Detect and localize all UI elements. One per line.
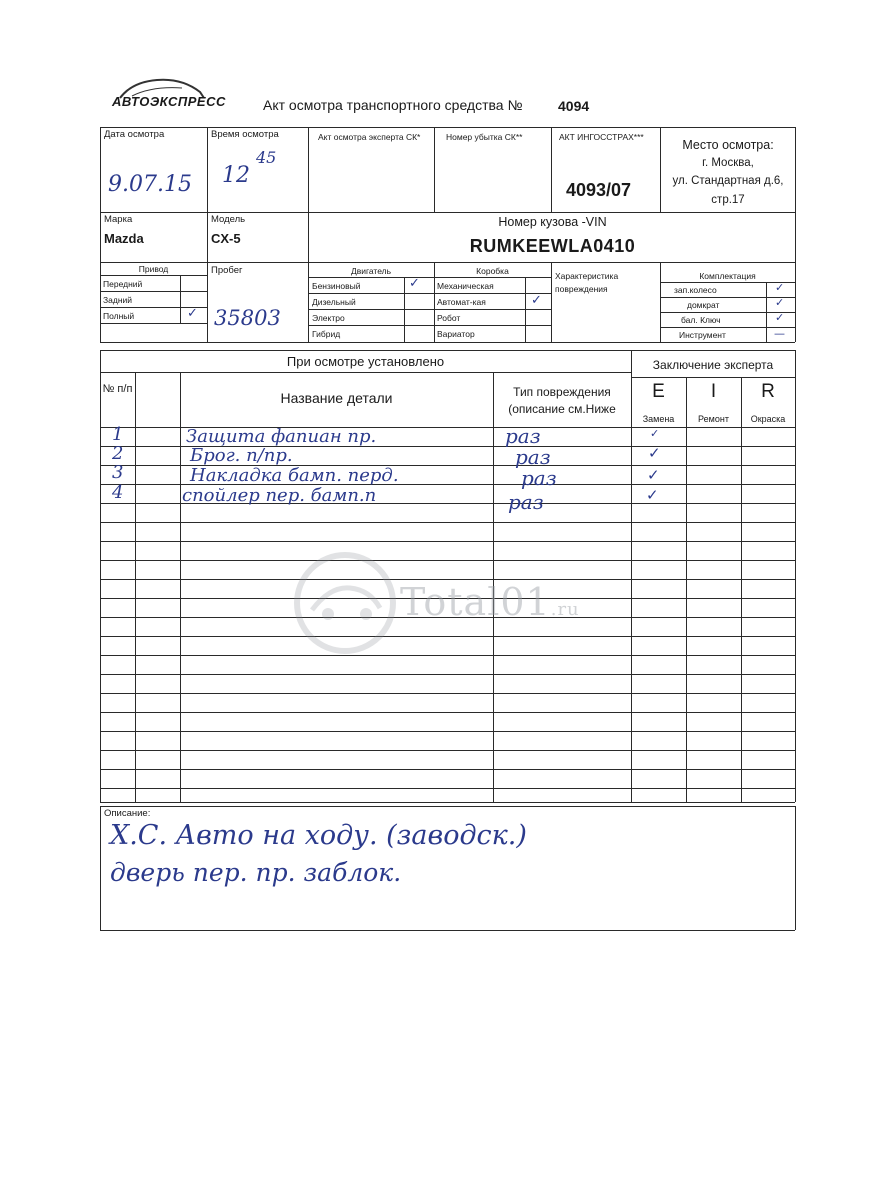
- equipment-tools-dash: —: [774, 327, 785, 340]
- gearbox-option-robot: Робот: [437, 313, 461, 323]
- row-1-replace-check: ✓: [650, 427, 660, 440]
- gearbox-option-auto: Автомат-кая: [437, 297, 486, 307]
- col-i-subheader: Ремонт: [698, 414, 729, 424]
- col-part-name-header: Название детали: [280, 390, 393, 406]
- gearbox-option-manual: Механическая: [437, 281, 494, 291]
- mileage-label: Пробег: [211, 265, 243, 276]
- model-label: Модель: [211, 214, 246, 225]
- drive-option-full: Полный: [103, 311, 135, 321]
- page-title: Акт осмотра транспортного средства №: [263, 97, 523, 113]
- drive-title: Привод: [138, 264, 169, 274]
- row-4-part: спойлер пер. бамп.п: [182, 485, 377, 506]
- damage-characteristic-label: Характеристика повреждения: [555, 271, 619, 294]
- place-line-3: стр.17: [711, 194, 745, 206]
- equipment-title: Комплектация: [699, 271, 756, 281]
- row-1-number: 1: [112, 424, 124, 445]
- time-value: 12: [222, 163, 250, 188]
- col-r-header: R: [761, 381, 775, 402]
- make-label: Марка: [104, 214, 133, 225]
- engine-option-hybrid: Гибрид: [312, 329, 341, 339]
- row-3-replace-check: ✓: [647, 466, 660, 484]
- vin-label: Номер кузова -VIN: [498, 215, 607, 229]
- row-4-damage: раз: [508, 490, 544, 514]
- place-line-2: ул. Стандартная д.6,: [672, 175, 784, 187]
- expert-conclusion-title: Заключение эксперта: [652, 358, 774, 372]
- row-2-number: 2: [112, 443, 124, 464]
- place-label: Место осмотра:: [682, 138, 774, 152]
- expert-act-label: Акт осмотра эксперта СК*: [318, 132, 421, 142]
- drive-option-rear: Задний: [103, 295, 133, 305]
- col-i-header: I: [710, 381, 717, 402]
- col-r-subheader: Окраска: [750, 414, 786, 424]
- date-value: 9.07.15: [108, 172, 192, 197]
- equipment-option-spare-wheel: зап.колесо: [674, 285, 717, 295]
- engine-title: Двигатель: [350, 266, 392, 276]
- model-value: CX-5: [211, 231, 241, 246]
- drive-option-front: Передний: [103, 279, 143, 289]
- act-number: 4094: [558, 98, 590, 114]
- row-4-replace-check: ✓: [646, 486, 659, 504]
- engine-option-electric: Электро: [312, 313, 345, 323]
- gearbox-auto-check: ✓: [531, 293, 542, 308]
- col-damage-type-header: Тип повреждения: [513, 385, 611, 399]
- equipment-wrench-check: ✓: [775, 311, 785, 324]
- description-line-1: Х.С. Авто на ходу. (заводск.): [110, 820, 527, 851]
- place-line-1: г. Москва,: [702, 157, 754, 169]
- row-1-part: Защита фапиан пр.: [186, 426, 377, 447]
- vin-value: RUMKEEWLA0410: [469, 236, 636, 256]
- mileage-value: 35803: [214, 306, 281, 330]
- col-damage-type-subheader: (описание см.Ниже: [508, 402, 616, 416]
- equipment-jack-check: ✓: [775, 296, 785, 309]
- loss-number-label: Номер убытка СК**: [446, 132, 523, 142]
- engine-option-petrol: Бензиновый: [312, 281, 361, 291]
- col-e-header: E: [652, 381, 665, 402]
- row-3-number: 3: [112, 462, 124, 483]
- row-2-damage: раз: [515, 445, 551, 469]
- row-3-part: Накладка бамп. перд.: [190, 465, 399, 486]
- row-3-damage: раз: [521, 466, 557, 490]
- gearbox-title: Коробка: [476, 266, 509, 276]
- time-label: Время осмотра: [211, 129, 279, 140]
- logo-text: АВТОЭКСПРЕСС: [112, 94, 226, 109]
- description-line-2: дверь пер. пр. заблок.: [110, 858, 402, 887]
- row-4-number: 4: [112, 482, 124, 503]
- ingos-value: 4093/07: [566, 180, 632, 200]
- engine-option-diesel: Дизельный: [312, 297, 356, 307]
- drive-full-check: ✓: [187, 306, 198, 321]
- make-value: Mazda: [104, 231, 144, 246]
- time-value-minutes: 45: [256, 148, 277, 167]
- row-2-replace-check: ✓: [648, 444, 661, 462]
- engine-petrol-check: ✓: [409, 276, 420, 291]
- equipment-spare-check: ✓: [775, 281, 785, 294]
- equipment-option-wrench: бал. Ключ: [681, 315, 721, 325]
- col-e-subheader: Замена: [642, 414, 675, 424]
- row-1-damage: раз: [505, 424, 541, 448]
- equipment-option-tools: Инструмент: [679, 330, 726, 340]
- row-2-part: Брог. п/пр.: [190, 445, 293, 466]
- col-number-header: № п/п: [102, 383, 133, 395]
- watermark-text: Total01.ru: [400, 580, 580, 624]
- date-label: Дата осмотра: [104, 129, 165, 140]
- equipment-option-jack: домкрат: [687, 300, 720, 310]
- inspection-section-title: При осмотре установлено: [286, 354, 445, 369]
- description-label: Описание:: [104, 808, 151, 819]
- ingos-label: АКТ ИНГОССТРАХ***: [559, 132, 644, 142]
- gearbox-option-cvt: Вариатор: [437, 329, 475, 339]
